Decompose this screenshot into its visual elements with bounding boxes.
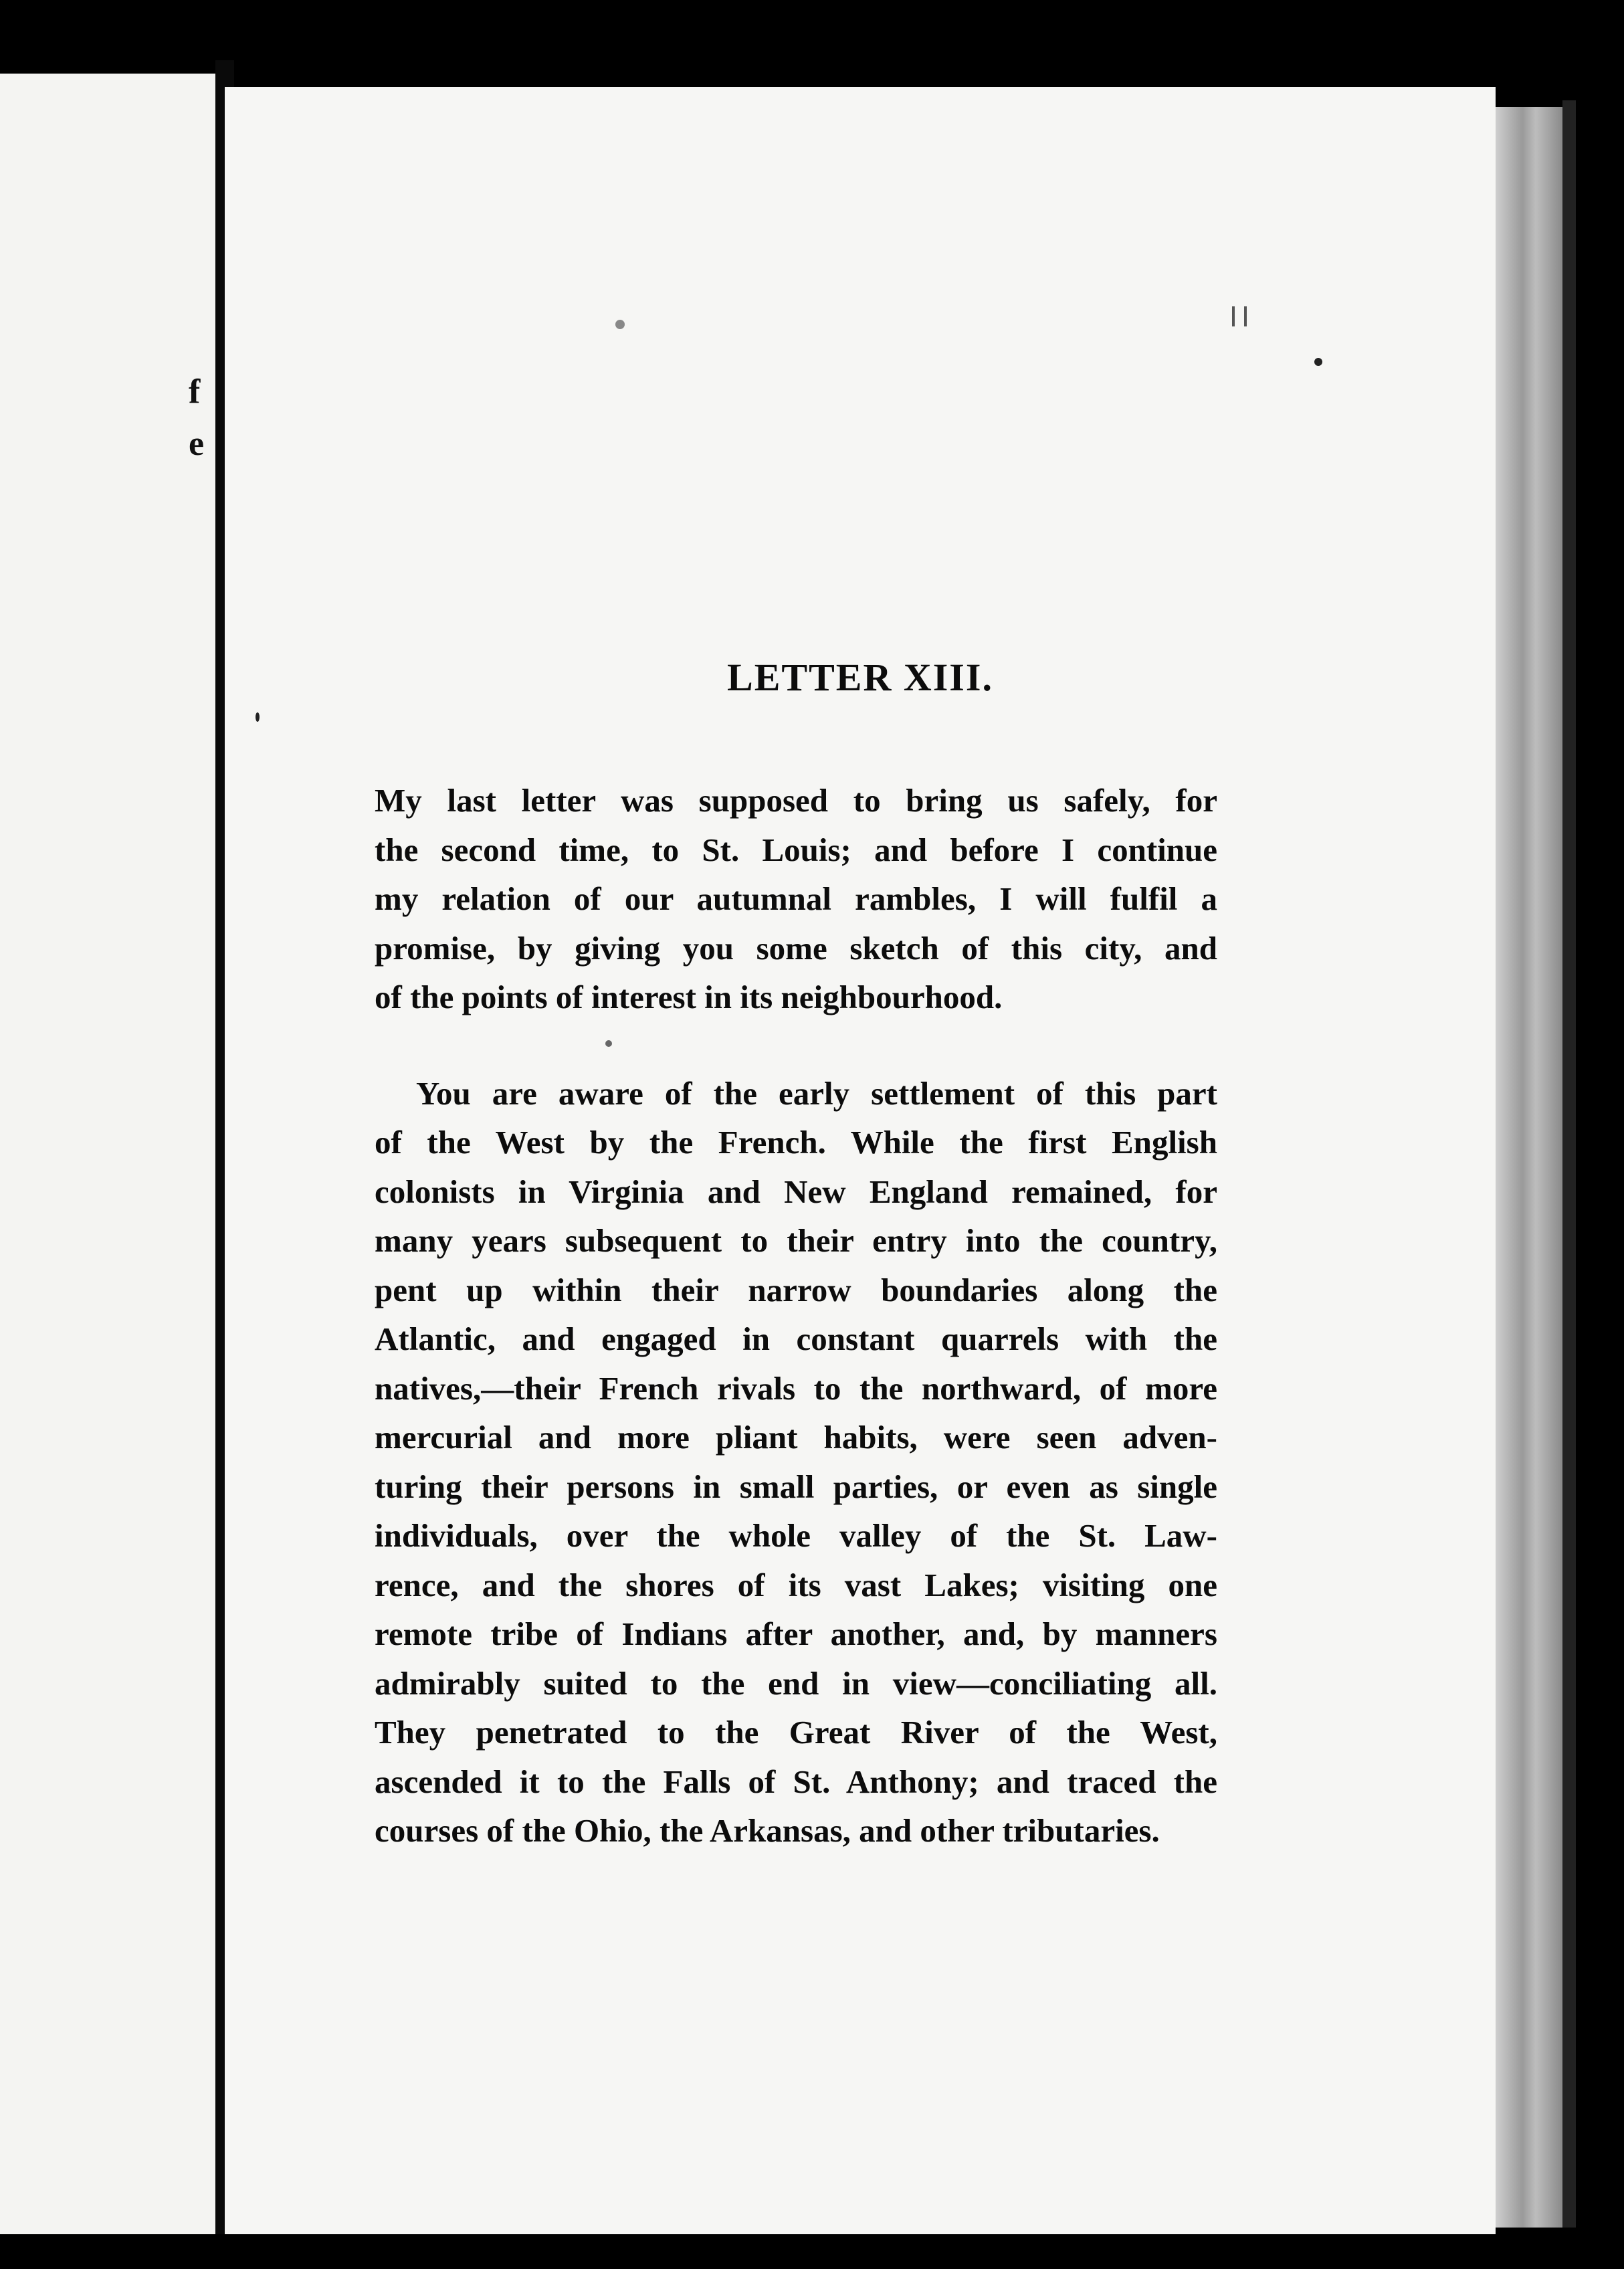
facing-page-left: [0, 74, 215, 2234]
scan-speck: [1314, 358, 1322, 366]
scan-speck: [1232, 306, 1235, 326]
paragraph-1: [375, 776, 1217, 1022]
scan-speck: [615, 320, 625, 329]
text-line: ascended it to the Falls of St. Anthony; and traced the: [375, 1763, 1217, 1800]
text-line: of the points of interest in its neighbourhood.: [375, 979, 1003, 1015]
text-line: my relation of our autumnal rambles, I will fulfil a: [375, 880, 1217, 917]
text-line: You are aware of the early settlement of this part: [416, 1074, 1217, 1112]
letter-body: [375, 776, 1217, 1856]
text-line: natives,—their French rivals to the northward, of more: [375, 1369, 1217, 1407]
scan-speck: [1244, 306, 1247, 326]
text-line: many years subsequent to their entry into the country,: [375, 1222, 1217, 1259]
text-line: colonists in Virginia and New England remained, for: [375, 1173, 1217, 1210]
text-line: admirably suited to the end in view—conciliating all.: [375, 1664, 1217, 1702]
text-line: Atlantic, and engaged in constant quarrels with the: [375, 1320, 1217, 1357]
facing-page-fragment: e: [189, 425, 205, 463]
text-line: turing their persons in small parties, or even as single: [375, 1468, 1217, 1505]
page-edge-stack: [1496, 107, 1562, 2228]
text-line: remote tribe of Indians after another, and, by manners: [375, 1615, 1217, 1652]
text-line: pent up within their narrow boundaries along the: [375, 1271, 1217, 1308]
scan-speck: [605, 1040, 612, 1047]
text-line: promise, by giving you some sketch of this city, and: [375, 929, 1217, 967]
text-line: the second time, to St. Louis; and before I continue: [375, 831, 1217, 868]
scan-speck: [256, 712, 260, 722]
text-line: courses of the Ohio, the Arkansas, and other tributaries.: [375, 1812, 1160, 1849]
text-line: My last letter was supposed to bring us safely, for: [375, 782, 1217, 819]
page-edge-shadow: [1562, 100, 1576, 2228]
paragraph-2: [375, 1069, 1217, 1856]
text-line: of the West by the French. While the first English: [375, 1124, 1217, 1161]
text-line: individuals, over the whole valley of the St. Law-: [375, 1517, 1217, 1554]
facing-page-fragment: f: [189, 373, 201, 411]
text-line: rence, and the shores of its vast Lakes; visiting one: [375, 1566, 1217, 1603]
text-line: mercurial and more pliant habits, were seen adven-: [375, 1419, 1217, 1456]
text-line: They penetrated to the Great River of the West,: [375, 1714, 1217, 1751]
letter-heading: LETTER XIII.: [727, 655, 993, 699]
